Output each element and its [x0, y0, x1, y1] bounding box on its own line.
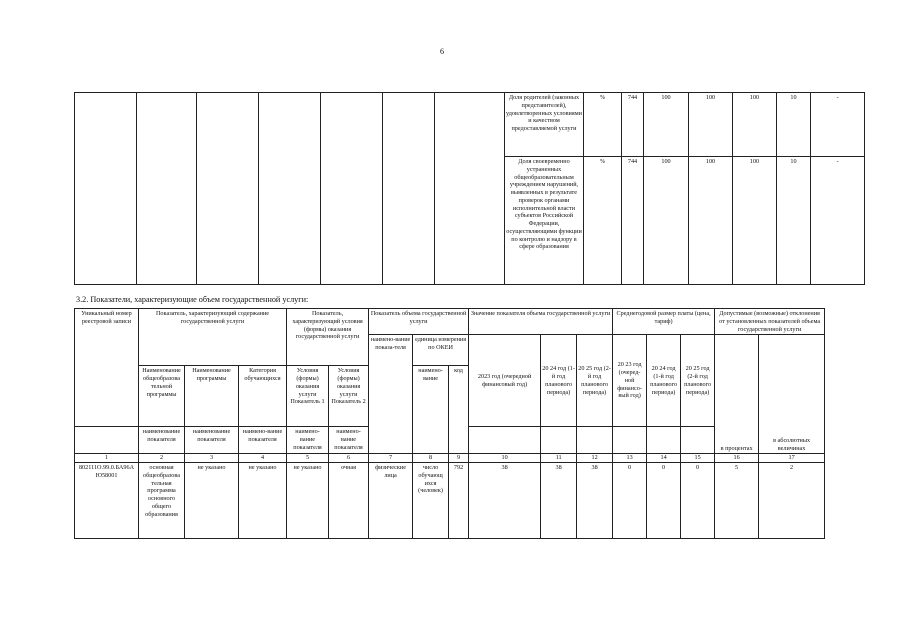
unit: %	[584, 157, 622, 285]
column-number: 1	[75, 454, 139, 463]
subheader-4: наимено-вание показателя	[287, 427, 329, 454]
header-program-type: Наименование общеобразова тельной программы	[139, 366, 185, 427]
column-number: 3	[185, 454, 239, 463]
header-value: Значение показателя объема государственной услуги	[469, 309, 613, 335]
program-type: основная общеобразова тельная программа основного общего образования	[139, 463, 185, 539]
header-unit-okei: единица измерения по ОКЕИ	[413, 335, 469, 366]
volume-indicators-table	[74, 308, 825, 539]
column-number: 7	[369, 454, 413, 463]
allowed-absolute: 2	[759, 463, 825, 539]
header-fee-2024: 20 24 год (1-й год планового периода)	[647, 335, 681, 427]
condition-2: очная	[329, 463, 369, 539]
column-number: 15	[681, 454, 715, 463]
column-number: 16	[715, 454, 759, 463]
value-2025: 100	[733, 93, 777, 157]
column-number: 9	[449, 454, 469, 463]
header-row	[75, 309, 825, 335]
column-number: 10	[469, 454, 541, 463]
column-number: 14	[647, 454, 681, 463]
header-registry-sub	[75, 427, 139, 454]
value-2024: 100	[689, 93, 733, 157]
allowed-absolute: -	[811, 157, 865, 285]
header-value-2025: 20 25 год (2-й год планового периода)	[577, 335, 613, 427]
header-program: Наименование программы	[185, 366, 239, 427]
header-fee-2025: 20 25 год (2-й год планового периода)	[681, 335, 715, 427]
okei-code: 744	[622, 157, 644, 285]
fee-2023: 0	[613, 463, 647, 539]
indicator-name: Доля родителей (законных представителей), удовлетворенных условиями и качеством предоставляемой услуги	[505, 93, 584, 157]
page-number: 6	[440, 47, 444, 56]
header-condition-2: Условия (формы) оказания услуги Показатель 2	[329, 366, 369, 427]
header-value-2023: 2023 год (очередной финансовый год)	[469, 335, 541, 427]
allowed-percent: 5	[715, 463, 759, 539]
value-2023: 38	[469, 463, 541, 539]
column-number: 5	[287, 454, 329, 463]
header-category: Категория обучающихся	[239, 366, 287, 427]
column-number: 4	[239, 454, 287, 463]
header-unit-name: наимено-вание	[413, 366, 449, 454]
value-2025: 38	[577, 463, 613, 539]
unit-code: 792	[449, 463, 469, 539]
header-conditions: Показатель, характеризующий условия (формы) оказания государственной услуги	[287, 309, 369, 366]
value-2024: 38	[541, 463, 577, 539]
column-number: 2	[139, 454, 185, 463]
indicator-name: Доля своевременно устраненных общеобразовательным учреждением нарушений, выявленных в результате проверок органами исполнительной власти субъектов Российской Федерации, осуществляющими функции по контролю и надзору в сфере образования	[505, 157, 584, 285]
unit-name: число обучающ ихся (человек)	[413, 463, 449, 539]
value-2023: 100	[644, 157, 689, 285]
header-allowed: Допустимые (возможные) отклонения от установленных показателей объема государственной услуги	[715, 309, 825, 335]
category: не указано	[239, 463, 287, 539]
table-row	[75, 463, 825, 539]
header-unit-code: код	[449, 366, 469, 454]
column-number: 12	[577, 454, 613, 463]
allowed-percent: 10	[777, 157, 811, 285]
value-2023: 100	[644, 93, 689, 157]
value-2025: 100	[733, 157, 777, 285]
unit: %	[584, 93, 622, 157]
fee-2025: 0	[681, 463, 715, 539]
header-registry: Уникальный номер реестровой записи	[75, 309, 139, 427]
header-fee-2023: 20 23 год (очеред-ной финансо-вый год)	[613, 335, 647, 427]
header-percent: в процентах	[715, 335, 759, 454]
program: не указано	[185, 463, 239, 539]
column-numbers-row	[75, 454, 825, 463]
column-number: 6	[329, 454, 369, 463]
fee-2024: 0	[647, 463, 681, 539]
header-volume: Показатель объема государственной услуги	[369, 309, 469, 335]
column-number: 11	[541, 454, 577, 463]
header-content: Показатель, характеризующий содержание государственной услуги	[139, 309, 287, 366]
header-absolute: в абсолютных величинах	[759, 335, 825, 454]
condition-1: не указано	[287, 463, 329, 539]
subheader-2: наименование показателя	[185, 427, 239, 454]
header-condition-1: Условия (формы) оказания услуги Показатель 1	[287, 366, 329, 427]
allowed-percent: 10	[777, 93, 811, 157]
column-number: 17	[759, 454, 825, 463]
volume-name: физические лица	[369, 463, 413, 539]
header-value-2024: 20 24 год (1-й год планового периода)	[541, 335, 577, 427]
header-volume-name: наимено-вание показа-теля	[369, 335, 413, 454]
column-number: 13	[613, 454, 647, 463]
subheader-5: наимено-вание показателя	[329, 427, 369, 454]
section-title: 3.2. Показатели, характеризующие объем государственной услуги:	[76, 295, 309, 304]
column-number: 8	[413, 454, 449, 463]
quality-indicators-table	[74, 92, 865, 285]
subheader-1: наименование показателя	[139, 427, 185, 454]
subheader-3: наимено-вание показателя	[239, 427, 287, 454]
header-fee: Среднегодовой размер платы (цена, тариф)	[613, 309, 715, 335]
allowed-absolute: -	[811, 93, 865, 157]
value-2024: 100	[689, 157, 733, 285]
registry-number: 802111О.99.0.БА96АЮ58001	[75, 463, 139, 539]
table-row	[75, 93, 865, 157]
okei-code: 744	[622, 93, 644, 157]
